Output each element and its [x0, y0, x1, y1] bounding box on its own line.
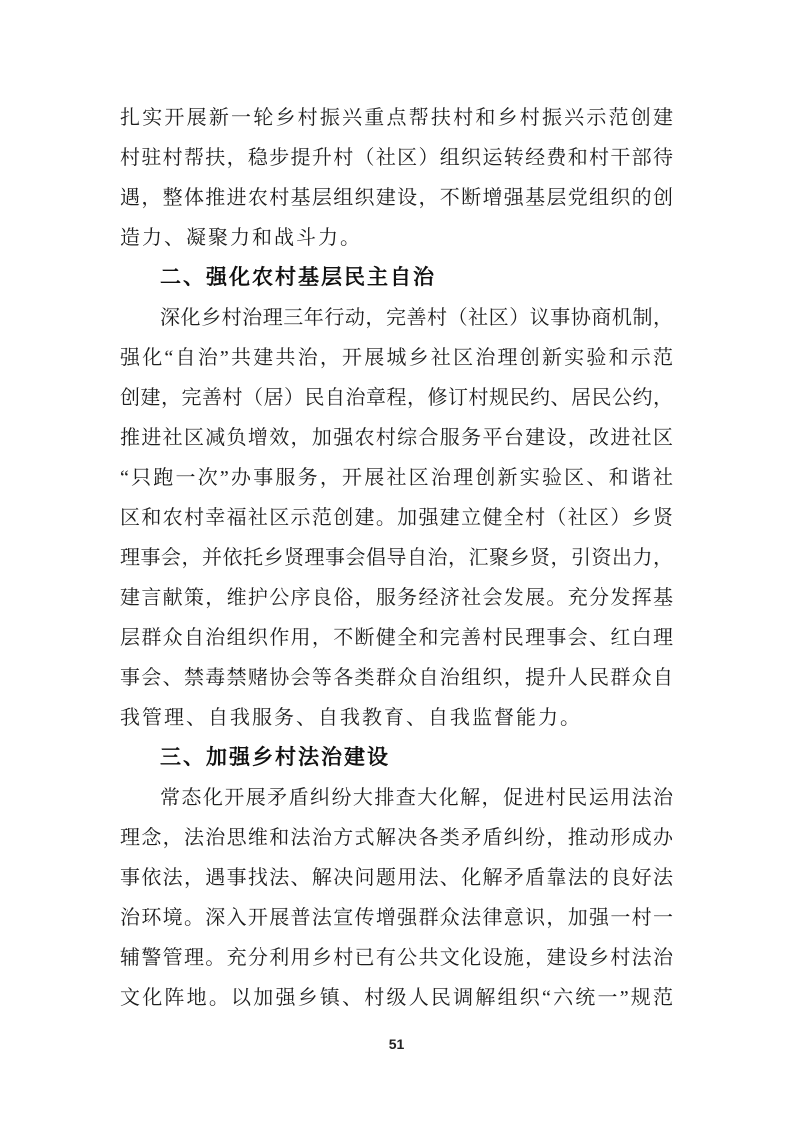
- text-line: 创建，完善村（居）民自治章程，修订村规民约、居民公约，: [120, 387, 673, 409]
- text-line: 治环境。深入开展普法宣传增强群众法律意识，加强一村一: [120, 907, 673, 929]
- text-line: 文化阵地。以加强乡镇、村级人民调解组织“六统一”规范: [120, 987, 673, 1009]
- section-heading-2: 二、强化农村基层民主自治: [160, 266, 436, 289]
- text-line: 强化“自治”共建共治，开展城乡社区治理创新实验和示范: [120, 347, 673, 369]
- text-line: 常态化开展矛盾纠纷大排查大化解，促进村民运用法治: [160, 787, 673, 809]
- text-line: 扎实开展新一轮乡村振兴重点帮扶村和乡村振兴示范创建: [120, 107, 673, 129]
- text-line: 事依法，遇事找法、解决问题用法、化解矛盾靠法的良好法: [120, 867, 673, 889]
- text-line: 造力、凝聚力和战斗力。: [120, 227, 362, 249]
- text-line: “只跑一次”办事服务，开展社区治理创新实验区、和谐社: [120, 467, 673, 489]
- text-line: 理念，法治思维和法治方式解决各类矛盾纠纷，推动形成办: [120, 827, 673, 849]
- text-line: 区和农村幸福社区示范创建。加强建立健全村（社区）乡贤: [120, 507, 673, 529]
- page-number: 51: [388, 1036, 405, 1052]
- text-line: 事会、禁毒禁赌协会等各类群众自治组织，提升人民群众自: [120, 667, 673, 689]
- text-line: 理事会，并依托乡贤理事会倡导自治，汇聚乡贤，引资出力，: [120, 547, 673, 569]
- text-line: 推进社区减负增效，加强农村综合服务平台建设，改进社区: [120, 427, 673, 449]
- document-body: [120, 98, 673, 1018]
- text-line: 村驻村帮扶，稳步提升村（社区）组织运转经费和村干部待: [120, 147, 673, 169]
- text-line: 我管理、自我服务、自我教育、自我监督能力。: [120, 707, 582, 729]
- text-line: 辅警管理。充分利用乡村已有公共文化设施，建设乡村法治: [120, 947, 673, 969]
- text-line: 层群众自治组织作用，不断健全和完善村民理事会、红白理: [120, 627, 673, 649]
- section-heading-3: 三、加强乡村法治建设: [160, 746, 390, 769]
- text-line: 遇，整体推进农村基层组织建设，不断增强基层党组织的创: [120, 187, 673, 209]
- text-line: 深化乡村治理三年行动，完善村（社区）议事协商机制，: [160, 307, 673, 329]
- text-line: 建言献策，维护公序良俗，服务经济社会发展。充分发挥基: [120, 587, 673, 609]
